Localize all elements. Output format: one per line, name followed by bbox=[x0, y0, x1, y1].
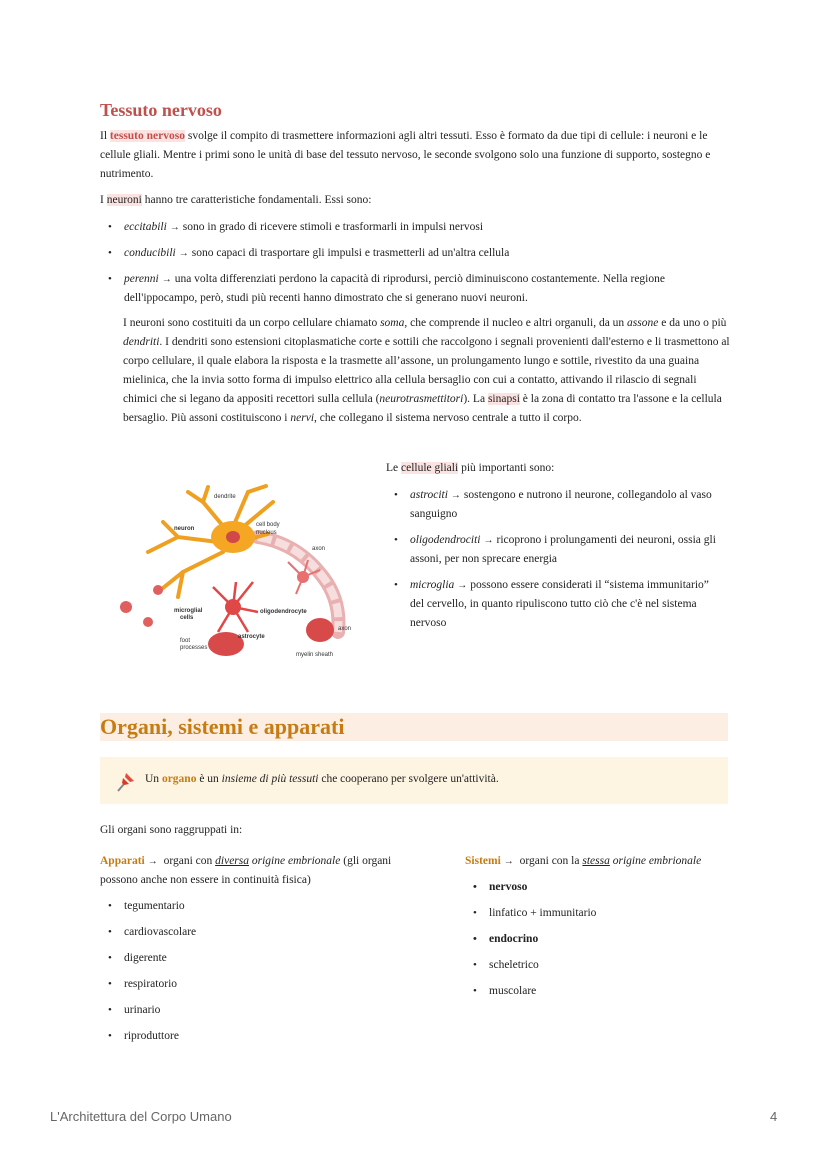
sistemi-heading bbox=[465, 852, 765, 871]
glia-term: microglia bbox=[410, 579, 455, 591]
callout-text bbox=[145, 770, 715, 789]
neuroni-rest: hanno tre caratteristiche fondamentali. Essi sono: bbox=[141, 194, 372, 206]
feature-text: sono in grado di ricevere stimoli e trasformarli in impulsi nervosi bbox=[182, 221, 484, 233]
list-item: • muscolare bbox=[465, 982, 765, 1001]
label-cells: cells bbox=[180, 615, 194, 621]
list-item: • tegumentario bbox=[100, 897, 400, 916]
grouped-heading: Gli organi sono raggruppati in: bbox=[100, 824, 243, 836]
neuron-structure-paragraph bbox=[123, 314, 730, 428]
term-neurotrasmettitori: neurotrasmettitori bbox=[379, 393, 464, 405]
footer-title: L'Architettura del Corpo Umano bbox=[50, 1109, 232, 1124]
intro-paragraph bbox=[100, 127, 730, 184]
list-item bbox=[386, 576, 716, 633]
term-assone: assone bbox=[627, 317, 659, 329]
struct-text: è la zona di contatto tra l'assone e la cellula bersaglio. Più assoni costituiscono i bbox=[123, 393, 722, 424]
struct-text: I neuroni sono costituiti da un corpo cellulare chiamato bbox=[123, 317, 381, 329]
list-item: • urinario bbox=[100, 1001, 400, 1020]
glia-text: possono essere considerati il “sistema immunitario” del cervello, in quanto ripuliscono tutto ciò che c'è nel sistema nervoso bbox=[410, 579, 709, 629]
label-dendrite: dendrite bbox=[214, 494, 236, 500]
microglia-shape bbox=[120, 585, 163, 627]
label-myelin: myelin sheath bbox=[296, 652, 334, 658]
arrow-icon: → bbox=[457, 580, 468, 591]
apparati-list bbox=[100, 897, 400, 1046]
label-foot: foot bbox=[180, 638, 191, 644]
glia-rest: più importanti sono: bbox=[458, 462, 555, 474]
term-sinapsi: sinapsi bbox=[487, 393, 520, 405]
term-sistemi: Sistemi bbox=[465, 855, 501, 867]
list-item bbox=[100, 270, 730, 308]
glia-term: oligodendrociti bbox=[410, 534, 481, 546]
arrow-icon: → bbox=[503, 856, 514, 867]
callout-rest: che cooperano per svolgere un'attività. bbox=[318, 773, 499, 785]
glia-list bbox=[386, 486, 716, 633]
intro-lead: Il bbox=[100, 130, 110, 142]
axon-end-shape bbox=[306, 618, 334, 642]
list-item: • riproduttore bbox=[100, 1027, 400, 1046]
arrow-icon: → bbox=[178, 248, 189, 259]
intro-rest: svolge il compito di trasmettere informazioni agli altri tessuti. Esso è formato da due tipi di cellule: i neuroni e le cellule gliali. Mentre i primi sono le unità di base del tessuto nervoso, le seconde svolgono solo una funzione di supporto, sostegno e nutrimento. bbox=[100, 130, 711, 180]
callout-lead: Un bbox=[145, 773, 162, 785]
sistemi-text: organi con la bbox=[516, 855, 583, 867]
callout-italic: insieme di più tessuti bbox=[221, 773, 319, 785]
label-microglial: microglial bbox=[174, 608, 203, 614]
feature-term: eccitabili bbox=[124, 221, 167, 233]
term-neuroni: neuroni bbox=[106, 194, 142, 206]
sistemi-list bbox=[465, 878, 765, 1001]
apparati-text: organi con bbox=[160, 855, 216, 867]
list-item: • digerente bbox=[100, 949, 400, 968]
glia-lead: Le bbox=[386, 462, 402, 474]
term-nervi: nervi bbox=[290, 412, 315, 424]
list-item bbox=[100, 218, 730, 237]
oligodendrocyte-body-shape bbox=[297, 571, 309, 583]
list-item: • respiratorio bbox=[100, 975, 400, 994]
label-cell-body: cell body bbox=[256, 522, 280, 528]
term-soma: soma bbox=[380, 317, 405, 329]
section-title-organi: Organi, sistemi e apparati bbox=[100, 714, 345, 739]
section-title-tessuto-nervoso: Tessuto nervoso bbox=[100, 100, 222, 120]
list-item: • scheletrico bbox=[465, 956, 765, 975]
glia-term: astrociti bbox=[410, 489, 448, 501]
list-item bbox=[386, 531, 716, 569]
page-number: 4 bbox=[770, 1109, 778, 1124]
term-apparati: Apparati bbox=[100, 855, 145, 867]
struct-text: e da uno o più bbox=[658, 317, 727, 329]
arrow-icon: → bbox=[450, 490, 461, 501]
astrocyte-body-shape bbox=[225, 599, 241, 615]
label-axon-bottom: axon bbox=[338, 626, 352, 632]
pushpin-icon bbox=[113, 770, 137, 794]
nucleus-shape bbox=[226, 531, 240, 543]
label-neuron: neuron bbox=[174, 526, 195, 532]
arrow-icon: → bbox=[169, 222, 180, 233]
apparati-italic: origine embrionale bbox=[249, 855, 341, 867]
neuroni-lead: I bbox=[100, 194, 107, 206]
feature-term: perenni bbox=[124, 273, 159, 285]
sistemi-underlined: stessa bbox=[582, 855, 610, 867]
feature-text: sono capaci di trasportare gli impulsi e trasmetterli ad un'altra cellula bbox=[191, 247, 510, 259]
label-astrocyte: astrocyte bbox=[238, 634, 265, 640]
neuron-illustration bbox=[108, 482, 370, 670]
list-item: • linfatico + immunitario bbox=[465, 904, 765, 923]
label-processes: processes bbox=[180, 645, 208, 651]
apparati-underlined: diversa bbox=[215, 855, 249, 867]
list-item: • endocrino bbox=[465, 930, 765, 949]
callout-mid: è un bbox=[196, 773, 222, 785]
glia-text: ricoprono i prolungamenti dei neuroni, ossia gli assoni, per non sprecare energia bbox=[410, 534, 716, 565]
glia-text: sostengono e nutrono il neurone, collegandolo al vaso sanguigno bbox=[410, 489, 712, 520]
label-nucleus: nucleus bbox=[256, 530, 277, 536]
list-item bbox=[100, 244, 730, 263]
arrow-icon: → bbox=[161, 274, 172, 285]
glia-intro bbox=[386, 459, 726, 478]
term-cellule-gliali: cellule gliali bbox=[401, 462, 459, 474]
label-axon-top: axon bbox=[312, 546, 326, 552]
term-dendriti: dendriti bbox=[123, 336, 160, 348]
struct-text: ). La bbox=[463, 393, 488, 405]
arrow-icon: → bbox=[147, 856, 158, 867]
struct-text: , che comprende il nucleo e altri organuli, da un bbox=[404, 317, 628, 329]
feature-term: conducibili bbox=[124, 247, 176, 259]
neuron-features-list bbox=[100, 218, 730, 308]
label-oligodendrocyte: oligodendrocyte bbox=[260, 609, 307, 615]
struct-text: , che collegano il sistema nervoso centrale a tutto il corpo. bbox=[314, 412, 582, 424]
apparati-heading bbox=[100, 852, 430, 890]
term-tessuto-nervoso: tessuto nervoso bbox=[109, 130, 185, 142]
list-item bbox=[386, 486, 716, 524]
sistemi-italic: origine embrionale bbox=[609, 855, 702, 867]
apparati-rest: (gli organi possono anche non essere in continuità fisica) bbox=[100, 855, 392, 886]
struct-text: . I dendriti sono estensioni citoplasmatiche corte e sottili che raccolgono i segnali provenienti dall'esterno e li trasmettono al corpo cellulare, il quale elabora la risposta e la trasmette all’assone, un prolungamento lungo e sottile, rivestito da una guaina mielinica, che la invia sotto forma di impulso elettrico alla cellula bersaglio con cui a contatto, attivando il rilascio di segnali chimici che si legano da appositi recettori sulla cellula ( bbox=[123, 336, 730, 405]
neuroni-intro bbox=[100, 191, 730, 210]
arrow-icon: → bbox=[483, 535, 494, 546]
term-organo: organo bbox=[161, 773, 197, 785]
feature-text: una volta differenziati perdono la capacità di riprodursi, perciò diminuiscono costantemente. Nella regione dell'ippocampo, però, studi più recenti hanno dimostrato che si generano nuovi neuroni. bbox=[124, 273, 665, 304]
list-item: • cardiovascolare bbox=[100, 923, 400, 942]
list-item: • nervoso bbox=[465, 878, 765, 897]
